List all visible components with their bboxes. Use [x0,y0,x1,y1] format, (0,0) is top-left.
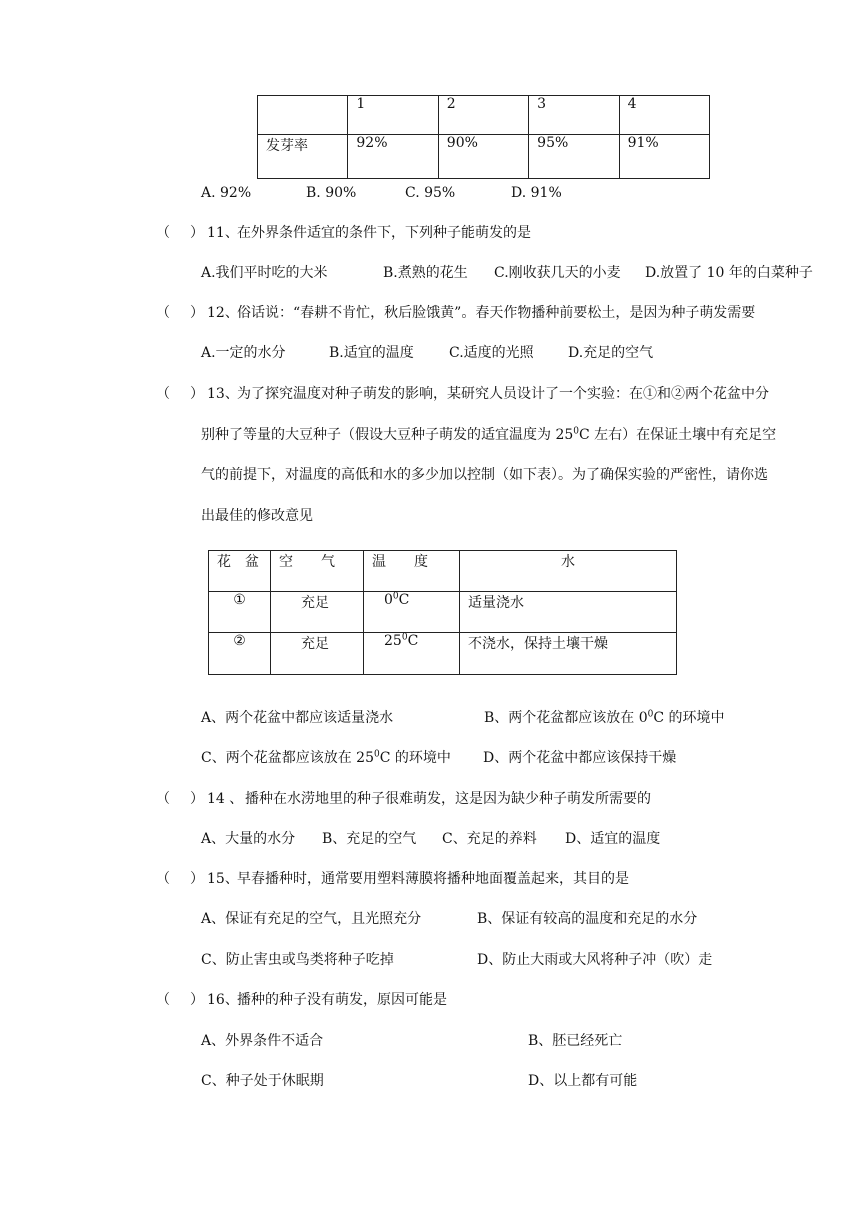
answer-blank-close: ） [190,992,204,1008]
question-stem: 在外界条件适宜的条件下，下列种子能萌发的是 [237,225,531,241]
option-a: A、外界条件不适合 [201,1033,324,1049]
table-cell: 适量浇水 [460,592,677,633]
question-number: 12、 [207,305,239,321]
germination-rate-table [257,95,710,179]
option-b: B. 90% [306,185,357,201]
table-cell [258,96,348,135]
table-cell: 3 [529,96,619,135]
question-number: 11、 [207,225,239,241]
option-c: C、充足的养料 [442,831,537,847]
table-cell: 水 [460,551,677,592]
option-d: D、两个花盆中都应该保持干燥 [483,750,677,766]
table-cell: ② [209,633,271,675]
option-d: D.充足的空气 [568,345,654,361]
table-cell: 花 盆 [209,551,271,592]
option-a: A. 92% [201,185,252,201]
table-cell: 91% [619,135,709,179]
option-a: A、保证有充足的空气，且光照充分 [201,911,422,927]
option-b: B、保证有较高的温度和充足的水分 [477,911,698,927]
table-cell: 发芽率 [258,135,348,179]
table-cell: 92% [348,135,438,179]
option-b: B、胚已经死亡 [528,1033,623,1049]
table-cell: 充足 [271,633,364,675]
answer-blank-close: ） [190,871,204,887]
option-b: B.煮熟的花生 [383,265,468,281]
table-row [209,633,677,675]
option-d: D. 91% [511,185,562,201]
option-b: B、两个花盆都应该放在 $0^0C$ 的环境中 [484,709,725,726]
answer-blank-open: （ [156,992,170,1008]
table-row [209,592,677,633]
table-row [209,551,677,592]
answer-blank-close: ） [190,305,204,321]
table-cell: 4 [619,96,709,135]
option-a: A.我们平时吃的大米 [201,265,328,281]
option-c: C、种子处于休眠期 [201,1073,324,1089]
table-cell: 充足 [271,592,364,633]
answer-blank-close: ） [190,225,204,241]
question-number: 15、 [207,871,239,887]
question-stem-line: 出最佳的修改意见 [201,508,313,524]
option-d: D.放置了 10 年的白菜种子 [645,265,813,281]
answer-blank-open: （ [156,791,170,807]
question-stem-line: 别种了等量的大豆种子（假设大豆种子萌发的适宜温度为 $25^0C$ 左右）在保证土壤中有充足空 [201,426,777,443]
option-a: A、大量的水分 [201,831,296,847]
table-cell: $0^0C$ [364,592,460,633]
table-cell: 空 气 [271,551,364,592]
option-c: C.刚收获几天的小麦 [494,265,621,281]
question-stem: 俗话说：“春耕不肯忙，秋后脸饿黄”。春天作物播种前要松土，是因为种子萌发需要 [237,305,756,321]
answer-blank-close: ） [190,386,204,402]
answer-blank-open: （ [156,871,170,887]
question-stem-line: 气的前提下，对温度的高低和水的多少加以控制（如下表）。为了确保实验的严密性，请你选 [201,467,768,483]
table-cell: 2 [438,96,528,135]
option-b: B、充足的空气 [322,831,417,847]
option-c: C、两个花盆都应该放在 $25^0C$ 的环境中 [201,749,451,766]
table-cell: 1 [348,96,438,135]
table-row [258,135,710,179]
table-row [258,96,710,135]
answer-blank-open: （ [156,386,170,402]
question-number: 13、 [207,386,239,402]
option-c: C、防止害虫或鸟类将种子吃掉 [201,952,394,968]
answer-blank-close: ） [190,791,204,807]
option-a: A、两个花盆中都应该适量浇水 [201,710,394,726]
answer-blank-open: （ [156,225,170,241]
option-d: D、以上都有可能 [528,1073,638,1089]
question-number: 16、 [207,992,239,1008]
question-number: 14 、 [207,791,244,807]
option-b: B.适宜的温度 [329,345,414,361]
option-d: D、防止大雨或大风将种子冲（吹）走 [477,952,713,968]
table-cell: 95% [529,135,619,179]
experiment-table [208,550,677,675]
option-a: A.一定的水分 [201,345,286,361]
answer-blank-open: （ [156,305,170,321]
table-cell: $25^0C$ [364,633,460,675]
question-stem: 播种在水涝地里的种子很难萌发，这是因为缺少种子萌发所需要的 [245,791,651,807]
table-cell: 90% [438,135,528,179]
question-stem: 播种的种子没有萌发，原因可能是 [237,992,447,1008]
option-c: C.适度的光照 [449,345,534,361]
table-cell: ① [209,592,271,633]
question-stem: 早春播种时，通常要用塑料薄膜将播种地面覆盖起来，其目的是 [237,871,629,887]
question-stem: 为了探究温度对种子萌发的影响，某研究人员设计了一个实验：在①和②两个花盆中分 [237,386,769,402]
table-cell: 不浇水，保持土壤干燥 [460,633,677,675]
option-d: D、适宜的温度 [565,831,661,847]
option-c: C. 95% [405,185,456,201]
table-cell: 温 度 [364,551,460,592]
